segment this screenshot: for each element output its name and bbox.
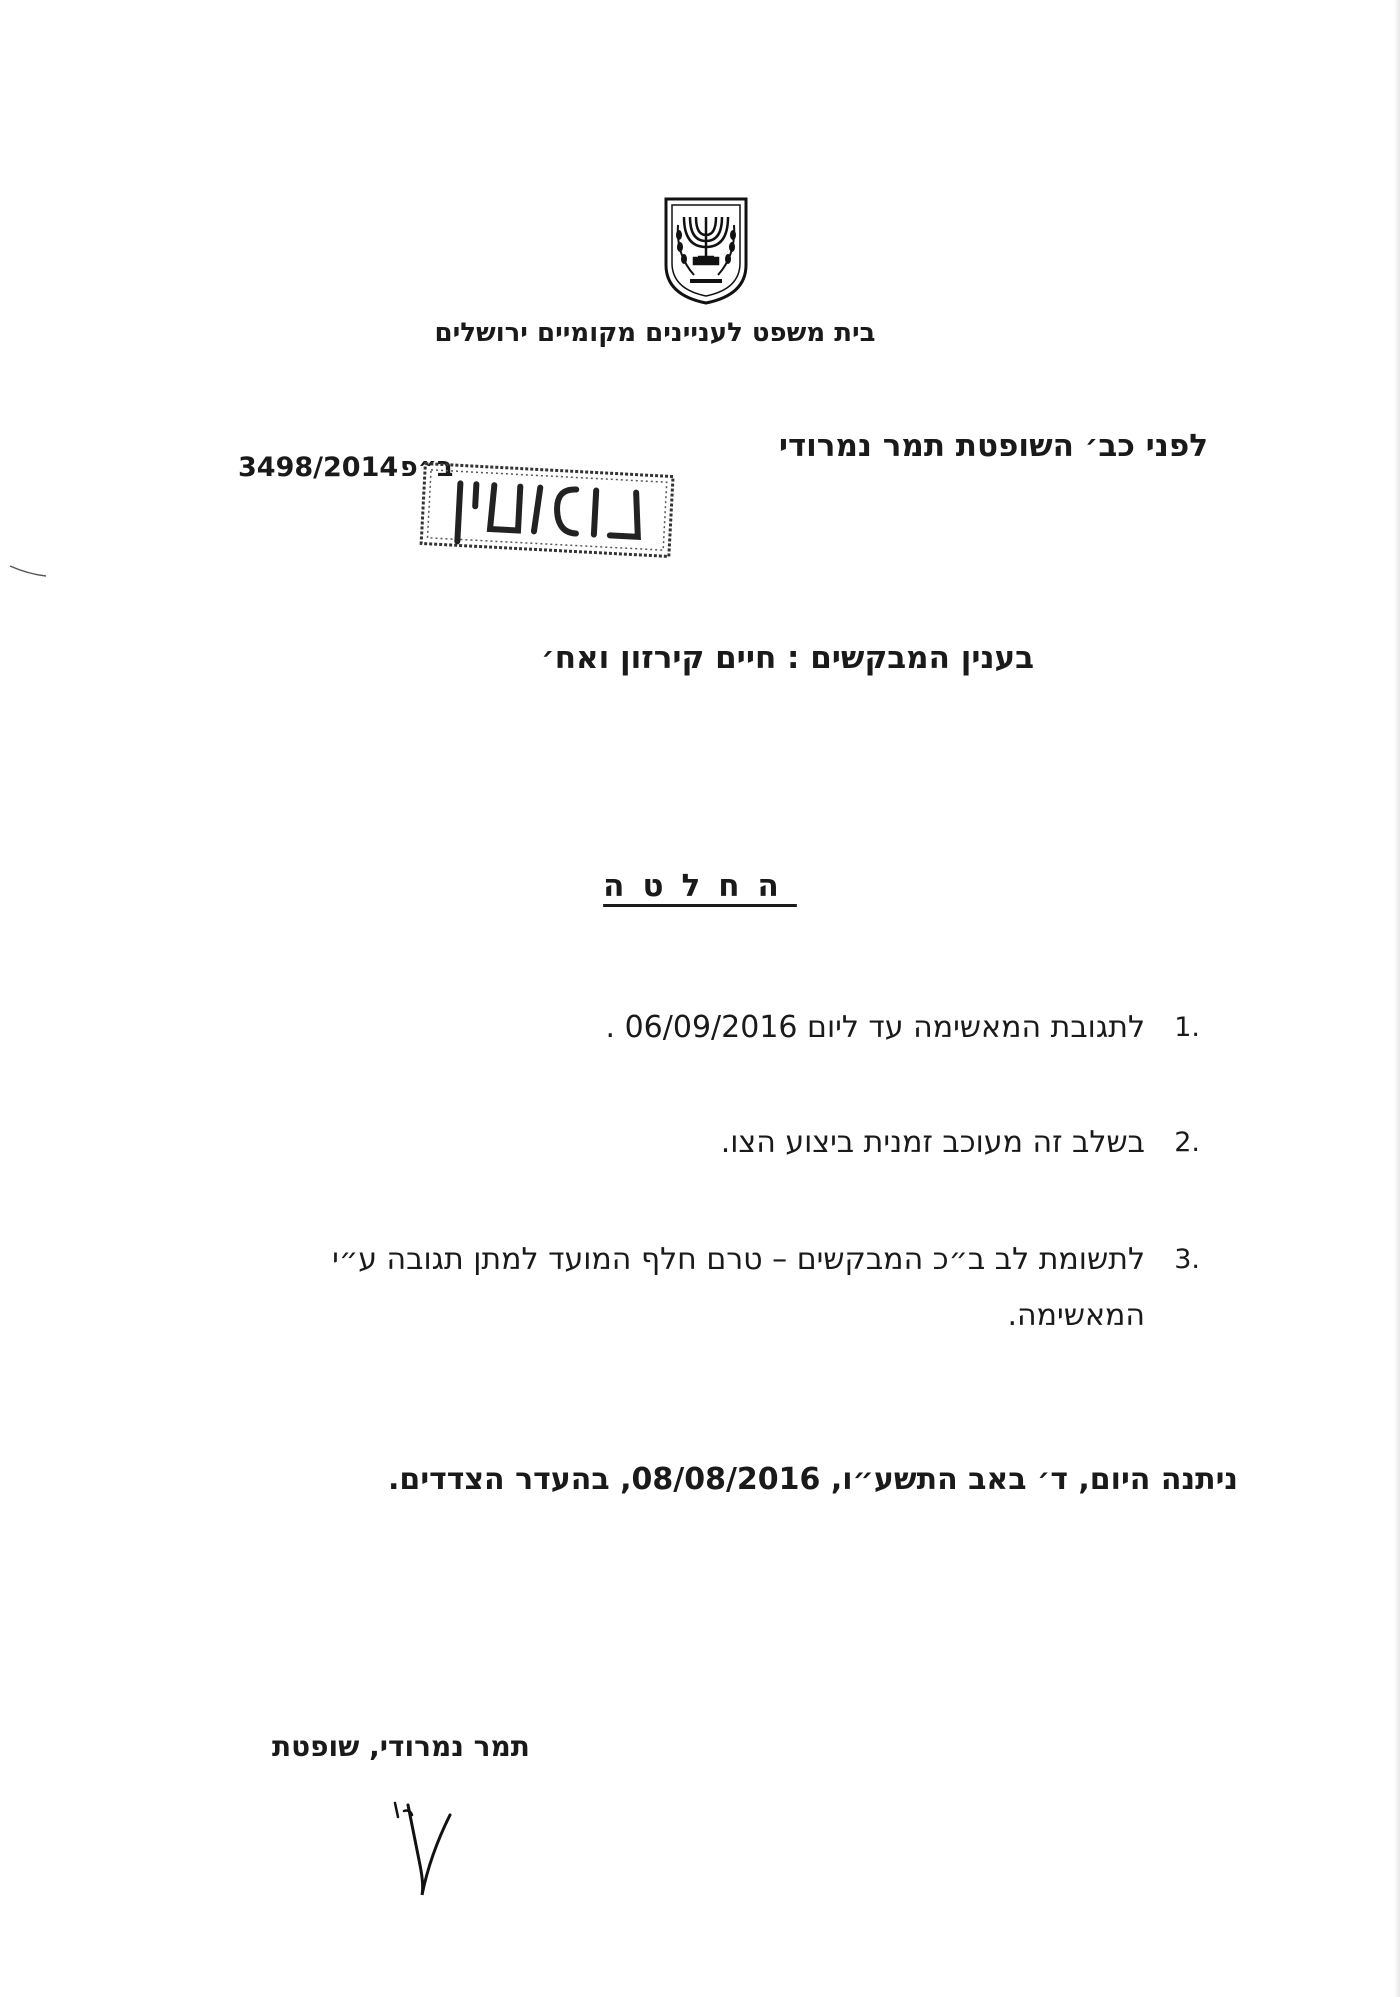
decision-item-3 xyxy=(245,1232,1200,1344)
scan-edge xyxy=(1394,0,1400,1997)
decision-title-text: החלטה xyxy=(603,868,797,904)
given-date-line: ניתנה היום, ד׳ באב התשע״ו, 08/08/2016, בהעדר הצדדים. xyxy=(388,1462,1238,1497)
item-number: 2. xyxy=(1174,1127,1200,1158)
scanned-stamp xyxy=(415,458,680,566)
item-number: 3. xyxy=(1174,1244,1200,1275)
item-text: בשלב זה מעוכב זמנית ביצוע הצו. xyxy=(720,1125,1145,1160)
item-text: לתשומת לב ב״כ המבקשים – טרם חלף המועד למתן תגובה ע״י המאשימה. xyxy=(332,1242,1145,1333)
court-name: בית משפט לעניינים מקומיים ירושלים xyxy=(434,318,876,348)
decision-item-1 xyxy=(575,1000,1200,1056)
margin-mark xyxy=(8,560,48,580)
handwritten-signature xyxy=(390,1795,480,1905)
decision-title xyxy=(0,868,1400,904)
case-prefix: ב״פ xyxy=(400,452,454,483)
item-text: לתגובת המאשימה עד ליום 06/09/2016 . xyxy=(605,1010,1145,1045)
state-emblem-icon xyxy=(660,195,752,307)
item-number: 1. xyxy=(1174,1012,1200,1043)
signer-name: תמר נמרודי, שופטת xyxy=(272,1730,530,1763)
petitioners-line: בענין המבקשים : חיים קירזון ואח׳ xyxy=(540,640,1035,676)
case-number: 3498/2014 xyxy=(238,452,399,483)
decision-item-2 xyxy=(585,1115,1200,1171)
judge-line: לפני כב׳ השופטת תמר נמרודי xyxy=(778,428,1208,464)
